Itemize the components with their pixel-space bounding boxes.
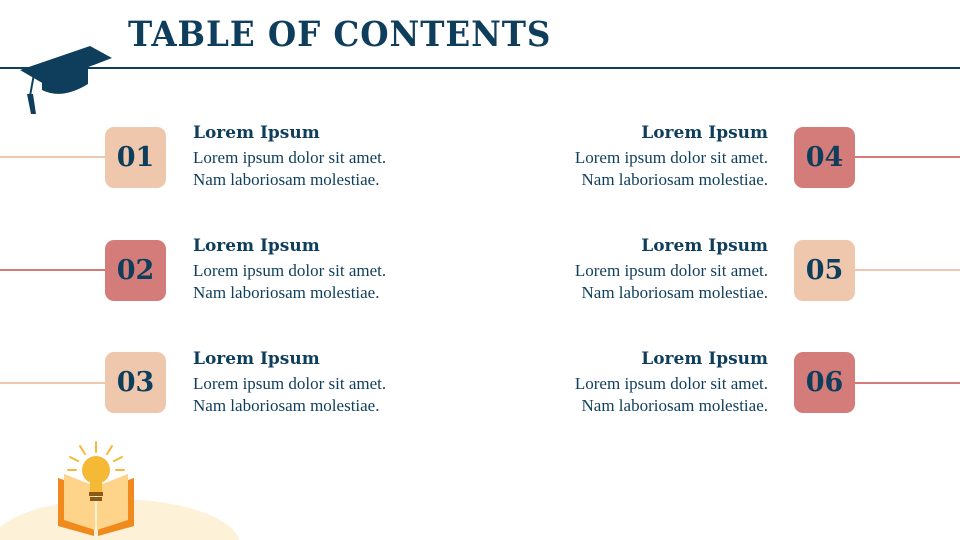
toc-heading[interactable]: Lorem Ipsum (641, 123, 768, 143)
toc-number-badge-06[interactable]: 06 (794, 352, 855, 413)
page-title: TABLE OF CONTENTS (128, 14, 552, 55)
toc-number-badge-05[interactable]: 05 (794, 240, 855, 301)
toc-heading[interactable]: Lorem Ipsum (193, 123, 320, 143)
toc-text-03 (193, 348, 453, 417)
toc-text-01 (193, 122, 453, 191)
toc-number-badge-01[interactable]: 01 (105, 127, 166, 188)
connector-line-06 (854, 382, 960, 384)
toc-text-02 (193, 235, 453, 304)
toc-desc-line2: Nam laboriosam molestiae. (581, 170, 768, 189)
connector-line-04 (854, 156, 960, 158)
toc-desc-line2: Nam laboriosam molestiae. (193, 170, 380, 189)
toc-heading[interactable]: Lorem Ipsum (641, 236, 768, 256)
connector-line-02 (0, 269, 106, 271)
toc-text-05 (508, 235, 768, 304)
toc-desc-line2: Nam laboriosam molestiae. (581, 396, 768, 415)
toc-desc-line1: Lorem ipsum dolor sit amet. (193, 148, 387, 167)
toc-desc-line1: Lorem ipsum dolor sit amet. (193, 261, 387, 280)
toc-number-badge-04[interactable]: 04 (794, 127, 855, 188)
toc-desc-line1: Lorem ipsum dolor sit amet. (193, 374, 387, 393)
connector-line-05 (854, 269, 960, 271)
toc-desc-line2: Nam laboriosam molestiae. (193, 283, 380, 302)
toc-number-badge-03[interactable]: 03 (105, 352, 166, 413)
graduation-cap-icon (18, 44, 114, 116)
toc-desc-line1: Lorem ipsum dolor sit amet. (574, 261, 768, 280)
lightbulb-book-icon (0, 430, 240, 540)
toc-text-04 (508, 122, 768, 191)
toc-text-06 (508, 348, 768, 417)
toc-desc-line1: Lorem ipsum dolor sit amet. (574, 374, 768, 393)
toc-desc-line2: Nam laboriosam molestiae. (193, 396, 380, 415)
toc-desc-line2: Nam laboriosam molestiae. (581, 283, 768, 302)
toc-heading[interactable]: Lorem Ipsum (641, 349, 768, 369)
toc-desc-line1: Lorem ipsum dolor sit amet. (574, 148, 768, 167)
connector-line-01 (0, 156, 106, 158)
toc-heading[interactable]: Lorem Ipsum (193, 236, 320, 256)
title-divider (0, 67, 960, 69)
toc-number-badge-02[interactable]: 02 (105, 240, 166, 301)
toc-heading[interactable]: Lorem Ipsum (193, 349, 320, 369)
connector-line-03 (0, 382, 106, 384)
